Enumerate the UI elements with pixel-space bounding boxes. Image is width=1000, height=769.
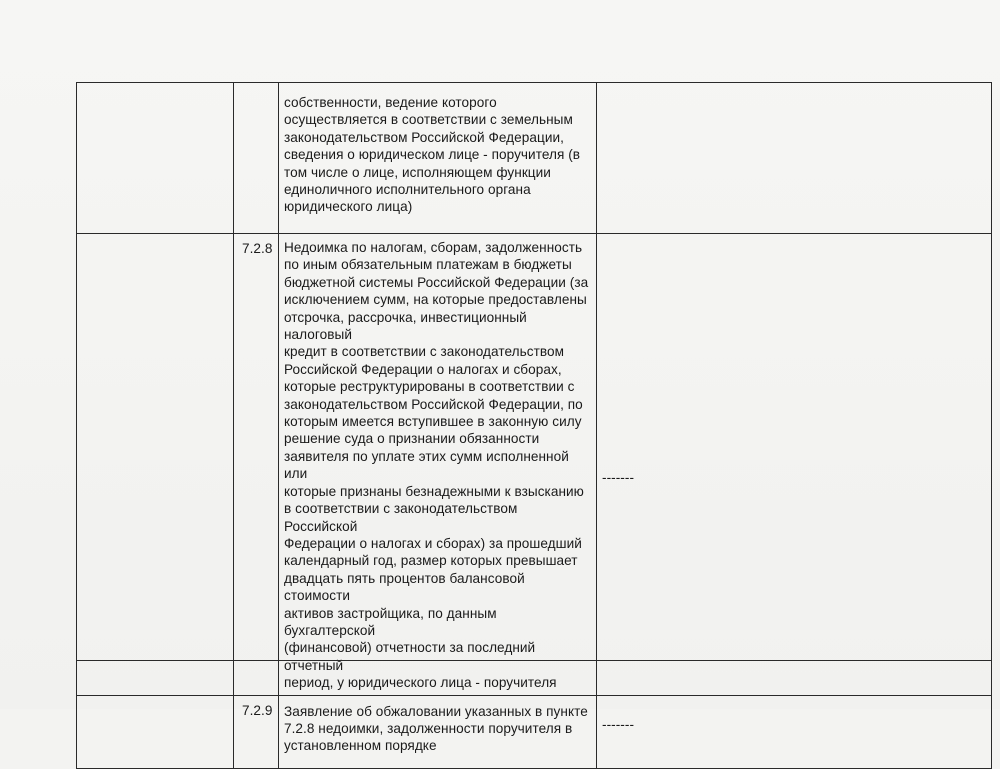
row-description-text: Заявление об обжаловании указанных в пункте 7.2.8 недоимки, задолженности поручителя в установленном порядке — [284, 703, 588, 754]
row-description-cell — [279, 695, 597, 768]
row-description-cell — [279, 234, 597, 696]
empty-left-cell — [77, 83, 234, 234]
row-number-cell: 7.2.8 — [234, 234, 279, 696]
row-value-cell: ------- — [597, 695, 992, 768]
row-description-cell — [279, 83, 597, 234]
empty-left-cell — [77, 695, 234, 768]
table-bottom-border — [76, 660, 992, 661]
table-row — [77, 83, 992, 234]
row-number-cell: 7.2.9 — [234, 695, 279, 768]
table-row — [77, 695, 992, 768]
row-description-text: Недоимка по налогам, сборам, задолженность по иным обязательным платежам в бюджеты бюджетной системы Российской Федерации (за исключением сумм, на которые предоставлены отсрочка, рассрочка, инвестиционный налоговый кредит в соответствии с законодательством Российской Федерации о налогах и сборах, которые реструктурированы в соответствии с законодательством Российской Федерации, по которым имеется вступившее в законную силу решение суда о признании обязанности заявителя по уплате этих сумм исполненной или которые признаны безнадежными к взысканию в соответствии с законодательством Российской Федерации о налогах и сборах) за прошедший календарный год, размер которых превышает двадцать пять процентов балансовой стоимости активов застройщика, по данным бухгалтерской (финансовой) отчетности за последний отчетный период, у юридического лица - поручителя — [284, 240, 589, 691]
document-table — [76, 82, 992, 769]
table-row — [77, 234, 992, 696]
row-description-text: собственности, ведение которого осуществляется в соответствии с земельным законодательством Российской Федерации, сведения о юридическом лице - поручителя (в том числе о лице, исполняющем функции единоличного исполнительного органа юридического лица) — [284, 95, 581, 215]
row-number-cell — [234, 83, 279, 234]
row-value-cell: ------- — [597, 234, 992, 696]
empty-left-cell — [77, 234, 234, 696]
row-value-cell — [597, 83, 992, 234]
